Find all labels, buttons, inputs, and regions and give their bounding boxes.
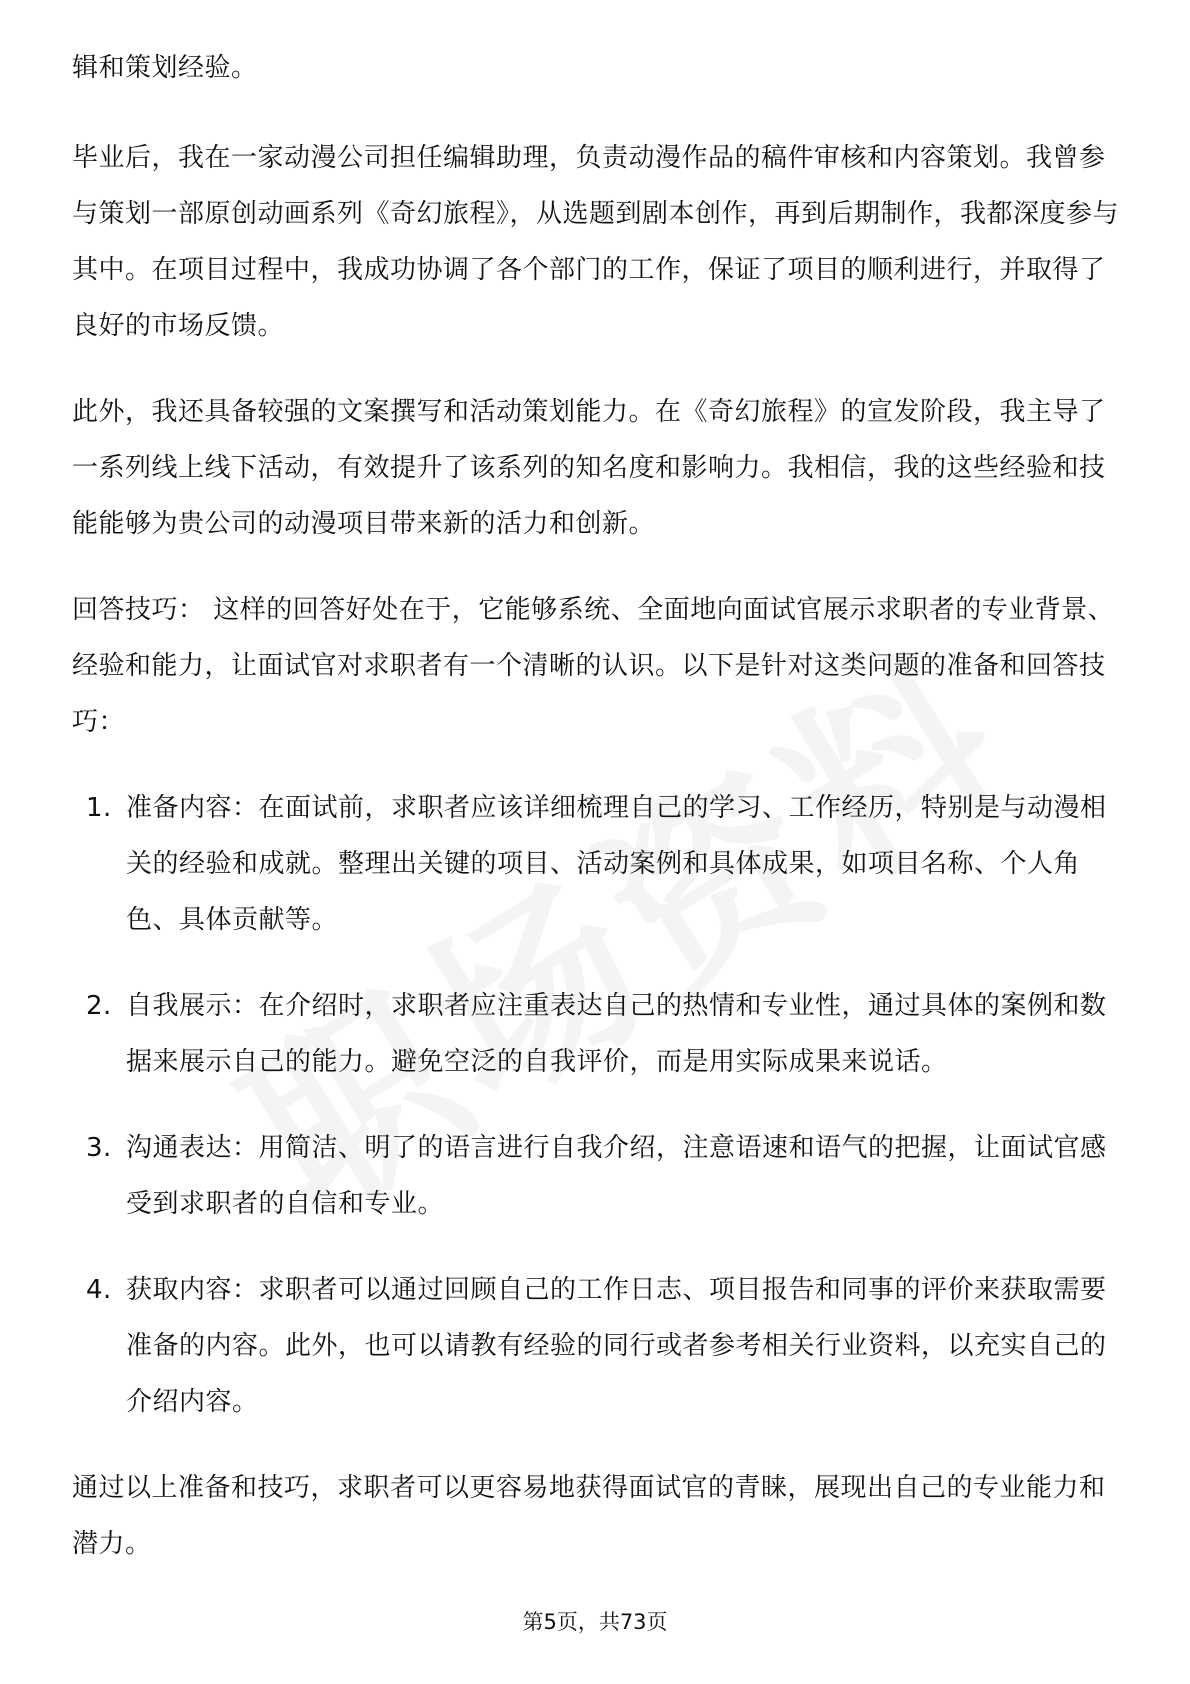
list-item-number: 2. [86,991,112,1021]
paragraph-skills: 此外，我还具备较强的文案撰写和活动策划能力。在《奇幻旅程》的宣发阶段，我主导了一系列线上线下活动，有效提升了该系列的知名度和影响力。我相信，我的这些经验和技能能够为贵公司的动漫项目带来新的活力和创新。 [72,397,1106,539]
paragraph-continuation: 辑和策划经验。 [72,53,258,83]
list-item [72,1120,1122,1232]
tips-list [72,780,1122,1430]
paragraph-conclusion: 通过以上准备和技巧，求职者可以更容易地获得面试官的青睐，展现出自己的专业能力和潜力。 [72,1473,1106,1559]
page-number: 第5页，共73页 [522,1610,668,1634]
list-item-number: 3. [86,1133,112,1163]
list-item-number: 1. [86,793,112,823]
page-content [72,40,1122,1602]
paragraph-experience: 毕业后，我在一家动漫公司担任编辑助理，负责动漫作品的稿件审核和内容策划。我曾参与策划一部原创动画系列《奇幻旅程》，从选题到剧本创作，再到后期制作，我都深度参与其中。在项目过程中，我成功协调了各个部门的工作，保证了项目的顺利进行，并取得了良好的市场反馈。 [72,143,1120,341]
list-item [72,780,1122,948]
list-item-text: 沟通表达：用简洁、明了的语言进行自我介绍，注意语速和语气的把握，让面试官感受到求职者的自信和专业。 [126,1133,1107,1219]
list-item-text: 自我展示：在介绍时，求职者应注重表达自己的热情和专业性，通过具体的案例和数据来展示自己的能力。避免空泛的自我评价，而是用实际成果来说话。 [126,991,1107,1077]
list-item-text: 准备内容：在面试前，求职者应该详细梳理自己的学习、工作经历，特别是与动漫相关的经验和成就。整理出关键的项目、活动案例和具体成果，如项目名称、个人角色、具体贡献等。 [126,793,1107,935]
list-item-text: 获取内容：求职者可以通过回顾自己的工作日志、项目报告和同事的评价来获取需要准备的内容。此外，也可以请教有经验的同行或者参考相关行业资料，以充实自己的介绍内容。 [126,1275,1107,1417]
paragraph-answer-tips: 回答技巧： 这样的回答好处在于，它能够系统、全面地向面试官展示求职者的专业背景、经验和能力，让面试官对求职者有一个清晰的认识。以下是针对这类问题的准备和回答技巧： [72,595,1115,737]
list-item [72,1262,1122,1430]
list-item [72,978,1122,1090]
list-item-number: 4. [86,1275,112,1305]
